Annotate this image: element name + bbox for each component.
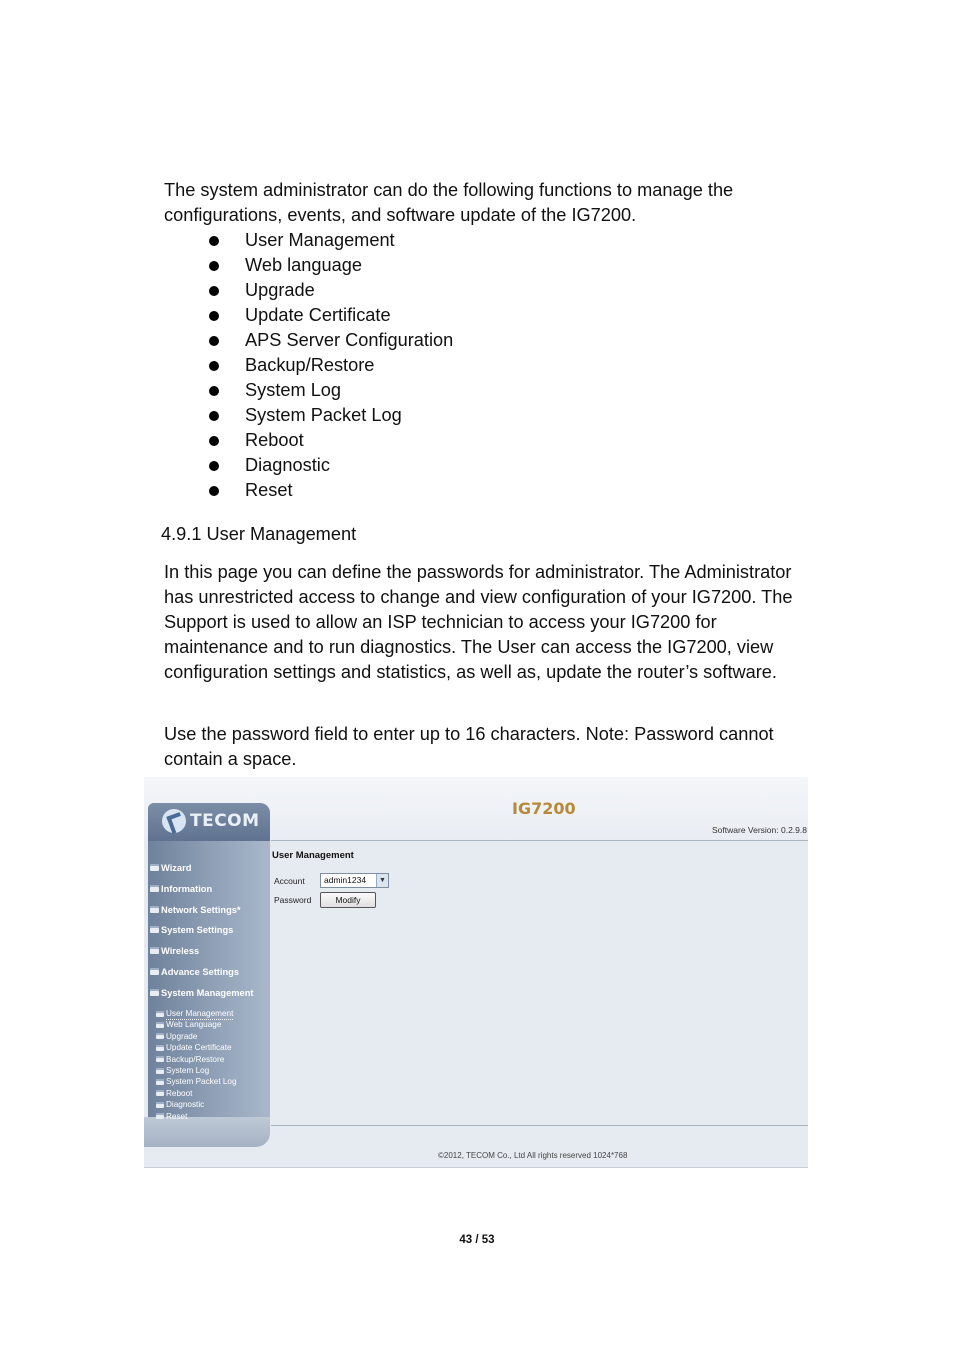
bullet-icon bbox=[209, 461, 219, 471]
password-note-paragraph: Use the password field to enter up to 16 characters. Note: Password cannot contain a space. bbox=[164, 724, 774, 769]
submenu-item-diagnostic[interactable]: Diagnostic bbox=[156, 1099, 237, 1110]
folder-icon bbox=[156, 1045, 164, 1051]
submenu-item-system-packet-log[interactable]: System Packet Log bbox=[156, 1076, 237, 1087]
list-item: Backup/Restore bbox=[164, 353, 453, 378]
bullet-icon bbox=[209, 286, 219, 296]
folder-icon bbox=[156, 1033, 164, 1039]
bullet-icon bbox=[209, 436, 219, 446]
submenu-item-update-certificate[interactable]: Update Certificate bbox=[156, 1042, 237, 1053]
folder-icon bbox=[150, 947, 159, 954]
folder-icon bbox=[156, 1090, 164, 1096]
description-paragraph: In this page you can define the passwords for administrator. The Administrator has unrestricted access to change and view configuration of your IG7200. The Support is used to allow an ISP technician to access your IG7200 for maintenance and to run diagnostics. The User can access the IG7200, view configuration settings and statistics, as well as, update the router’s software. bbox=[164, 562, 793, 682]
list-item: System Log bbox=[164, 378, 453, 403]
list-item: APS Server Configuration bbox=[164, 328, 453, 353]
menu-item-wizard[interactable]: Wizard bbox=[150, 861, 253, 882]
bullet-icon bbox=[209, 336, 219, 346]
bullet-icon bbox=[209, 311, 219, 321]
bullet-icon bbox=[209, 361, 219, 371]
modify-button[interactable]: Modify bbox=[320, 892, 376, 908]
bullet-icon bbox=[209, 386, 219, 396]
section-heading: 4.9.1 User Management bbox=[161, 524, 357, 544]
panel-title: User Management bbox=[272, 850, 354, 861]
menu-item-advance-settings[interactable]: Advance Settings bbox=[150, 965, 253, 986]
menu-item-system-management[interactable]: System Management bbox=[150, 986, 253, 1007]
software-version: Software Version: 0.2.9.8 bbox=[712, 825, 807, 835]
password-label: Password bbox=[274, 895, 312, 905]
folder-icon bbox=[156, 1102, 164, 1108]
system-management-submenu bbox=[156, 1008, 237, 1122]
sidebar-header bbox=[148, 803, 270, 841]
folder-icon bbox=[150, 989, 159, 996]
submenu-item-reboot[interactable]: Reboot bbox=[156, 1088, 237, 1099]
submenu-item-system-log[interactable]: System Log bbox=[156, 1065, 237, 1076]
list-item: Reboot bbox=[164, 428, 453, 453]
submenu-item-user-management[interactable]: User Management bbox=[156, 1008, 237, 1019]
list-item: Web language bbox=[164, 253, 453, 278]
submenu-item-upgrade[interactable]: Upgrade bbox=[156, 1031, 237, 1042]
tecom-logo-icon bbox=[162, 809, 186, 833]
folder-icon bbox=[150, 926, 159, 933]
logo-text: TECOM bbox=[190, 811, 260, 831]
submenu-item-backup-restore[interactable]: Backup/Restore bbox=[156, 1054, 237, 1065]
chevron-down-icon[interactable]: ▼ bbox=[376, 874, 388, 887]
account-label: Account bbox=[274, 876, 305, 886]
bullet-icon bbox=[209, 236, 219, 246]
list-item: Update Certificate bbox=[164, 303, 453, 328]
menu-item-wireless[interactable]: Wireless bbox=[150, 944, 253, 965]
menu-item-information[interactable]: Information bbox=[150, 882, 253, 903]
copyright-footer: ©2012, TECOM Co., Ltd All rights reserved 1024*768 bbox=[438, 1151, 628, 1160]
list-item: Upgrade bbox=[164, 278, 453, 303]
tecom-logo bbox=[162, 809, 260, 833]
folder-icon bbox=[156, 1113, 164, 1119]
product-title: IG7200 bbox=[512, 799, 576, 818]
footer-divider bbox=[271, 1125, 808, 1126]
page-number: 43 / 53 bbox=[459, 1234, 495, 1246]
account-select-value: admin1234 bbox=[324, 875, 367, 885]
folder-icon bbox=[150, 906, 159, 913]
header-divider bbox=[271, 840, 808, 841]
account-select[interactable] bbox=[320, 873, 389, 888]
list-item: Diagnostic bbox=[164, 453, 453, 478]
folder-icon bbox=[156, 1011, 164, 1017]
list-item: Reset bbox=[164, 478, 453, 503]
folder-icon bbox=[156, 1068, 164, 1074]
router-ui-screenshot bbox=[144, 777, 808, 1168]
bullet-icon bbox=[209, 411, 219, 421]
list-item: System Packet Log bbox=[164, 403, 453, 428]
folder-icon bbox=[150, 864, 159, 871]
folder-icon bbox=[156, 1079, 164, 1085]
submenu-item-web-language[interactable]: Web Language bbox=[156, 1019, 237, 1030]
folder-icon bbox=[150, 885, 159, 892]
folder-icon bbox=[150, 968, 159, 975]
menu-item-network-settings[interactable]: Network Settings* bbox=[150, 903, 253, 924]
folder-icon bbox=[156, 1056, 164, 1062]
bullet-icon bbox=[209, 486, 219, 496]
menu-item-system-settings[interactable]: System Settings bbox=[150, 923, 253, 944]
folder-icon bbox=[156, 1022, 164, 1028]
intro-paragraph: The system administrator can do the following functions to manage the configurations, events, and software update of the IG7200. bbox=[164, 180, 734, 225]
main-menu bbox=[150, 861, 253, 1007]
list-item: User Management bbox=[164, 228, 453, 253]
submenu-item-reset[interactable]: Reset bbox=[156, 1111, 237, 1122]
bullet-icon bbox=[209, 261, 219, 271]
function-list bbox=[164, 228, 453, 503]
